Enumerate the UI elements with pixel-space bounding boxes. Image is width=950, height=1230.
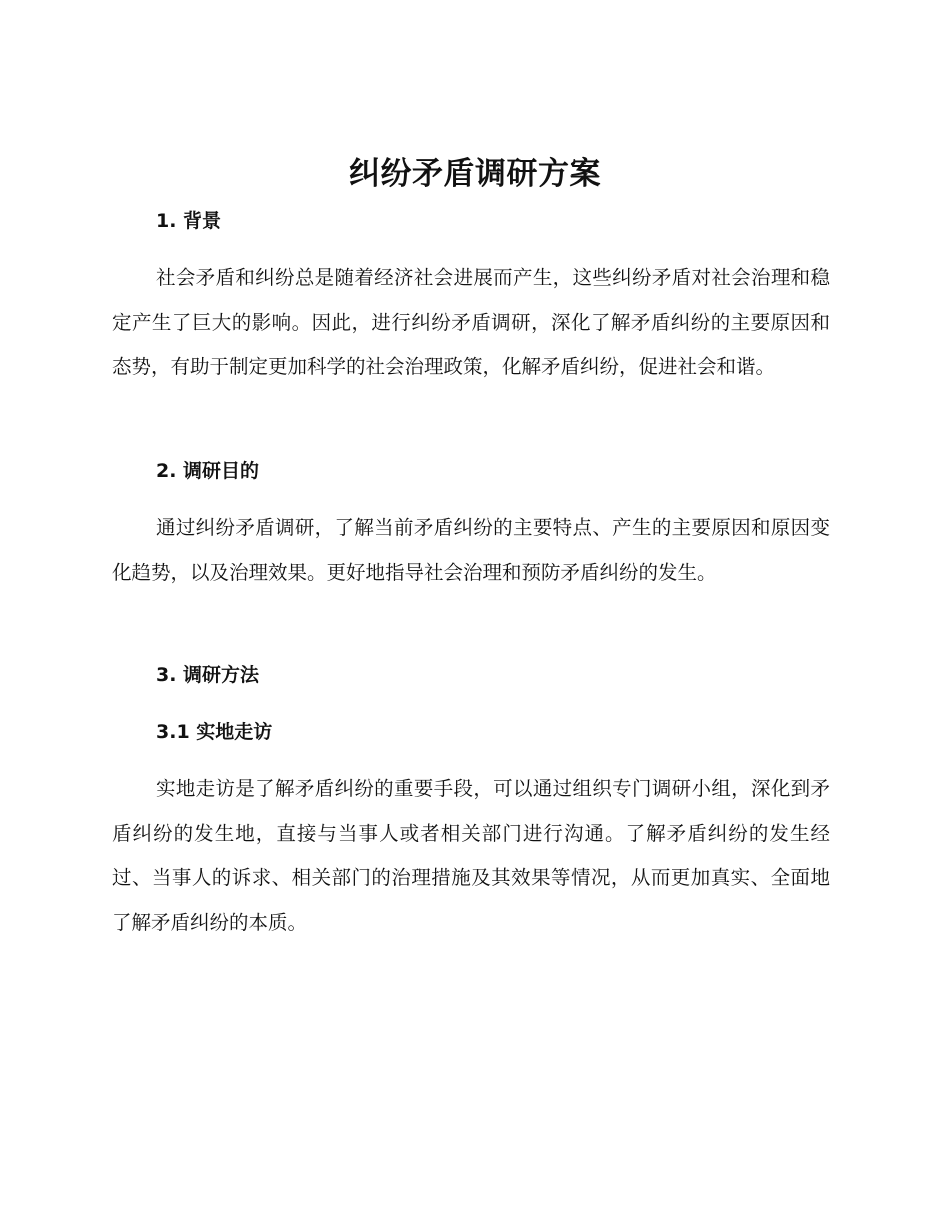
subsection-paragraph-field-visit: 实地走访是了解矛盾纠纷的重要手段，可以通过组织专门调研小组，深化到矛盾纠纷的发生地，直接与当事人或者相关部门进行沟通。了解矛盾纠纷的发生经过、当事人的诉求、相关部门的治理措施及其效果等情况，从而更加真实、全面地了解矛盾纠纷的本质。 <box>112 777 830 934</box>
section-heading-background: 1. 背景 <box>156 210 222 232</box>
section-heading-methods: 3. 调研方法 <box>156 664 260 686</box>
section-paragraph-background: 社会矛盾和纠纷总是随着经济社会进展而产生，这些纠纷矛盾对社会治理和稳定产生了巨大的影响。因此，进行纠纷矛盾调研，深化了解矛盾纠纷的主要原因和态势，有助于制定更加科学的社会治理政策，化解矛盾纠纷，促进社会和谐。 <box>112 266 830 378</box>
section-heading-purpose: 2. 调研目的 <box>156 460 260 482</box>
subsection-heading-field-visit: 3.1 实地走访 <box>156 721 273 743</box>
document-title: 纠纷矛盾调研方案 <box>349 156 601 192</box>
section-paragraph-purpose: 通过纠纷矛盾调研，了解当前矛盾纠纷的主要特点、产生的主要原因和原因变化趋势，以及治理效果。更好地指导社会治理和预防矛盾纠纷的发生。 <box>112 516 830 584</box>
